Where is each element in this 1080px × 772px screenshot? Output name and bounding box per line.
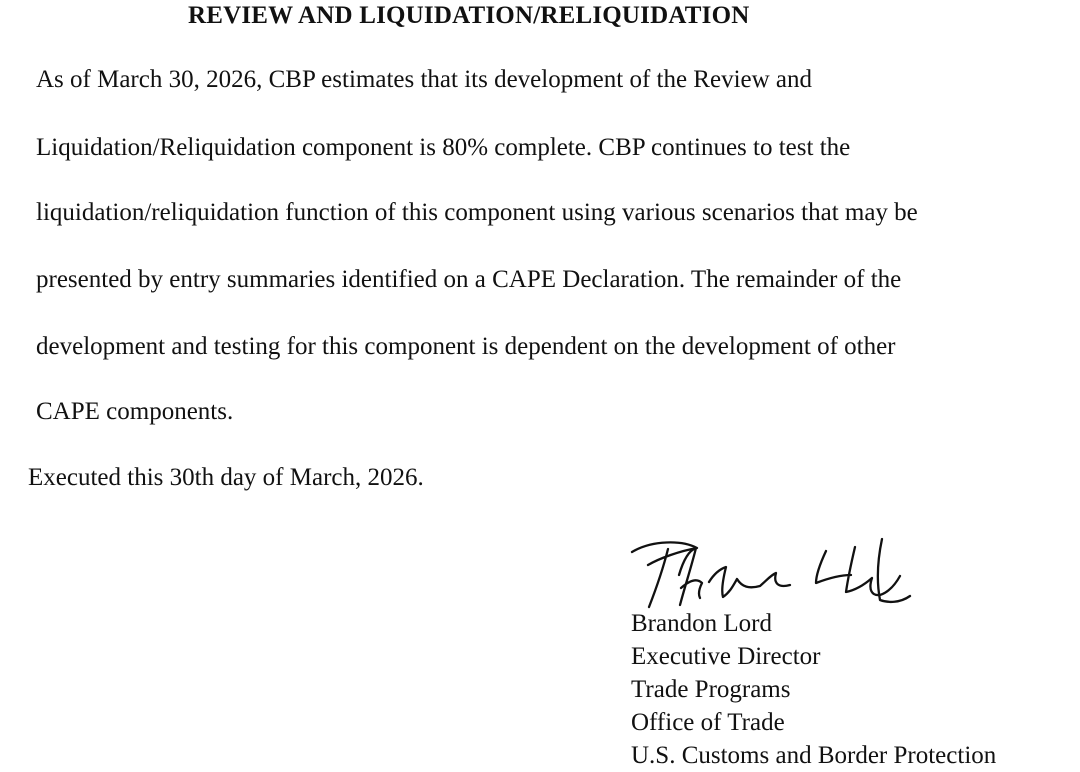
paragraph-line: CAPE components.: [36, 398, 234, 425]
signature-block: [631, 607, 996, 772]
section-heading: REVIEW AND LIQUIDATION/RELIQUIDATION: [188, 2, 750, 29]
signer-agency: U.S. Customs and Border Protection: [631, 742, 997, 769]
paragraph-line: liquidation/reliquidation function of this component using various scenarios that may be: [36, 199, 918, 226]
execution-statement: Executed this 30th day of March, 2026.: [28, 464, 424, 491]
paragraph-line: As of March 30, 2026, CBP estimates that its development of the Review and: [36, 66, 813, 93]
paragraph-line: presented by entry summaries identified on a CAPE Declaration. The remainder of the: [36, 266, 902, 293]
signer-division: Trade Programs: [631, 676, 791, 703]
paragraph-line: development and testing for this component is dependent on the development of other: [36, 333, 896, 360]
paragraph-line: Liquidation/Reliquidation component is 80% complete. CBP continues to test the: [36, 134, 851, 161]
signer-title: Executive Director: [631, 643, 821, 670]
handwritten-signature: [624, 534, 914, 614]
signer-office: Office of Trade: [631, 709, 785, 736]
signer-name: Brandon Lord: [631, 610, 772, 637]
